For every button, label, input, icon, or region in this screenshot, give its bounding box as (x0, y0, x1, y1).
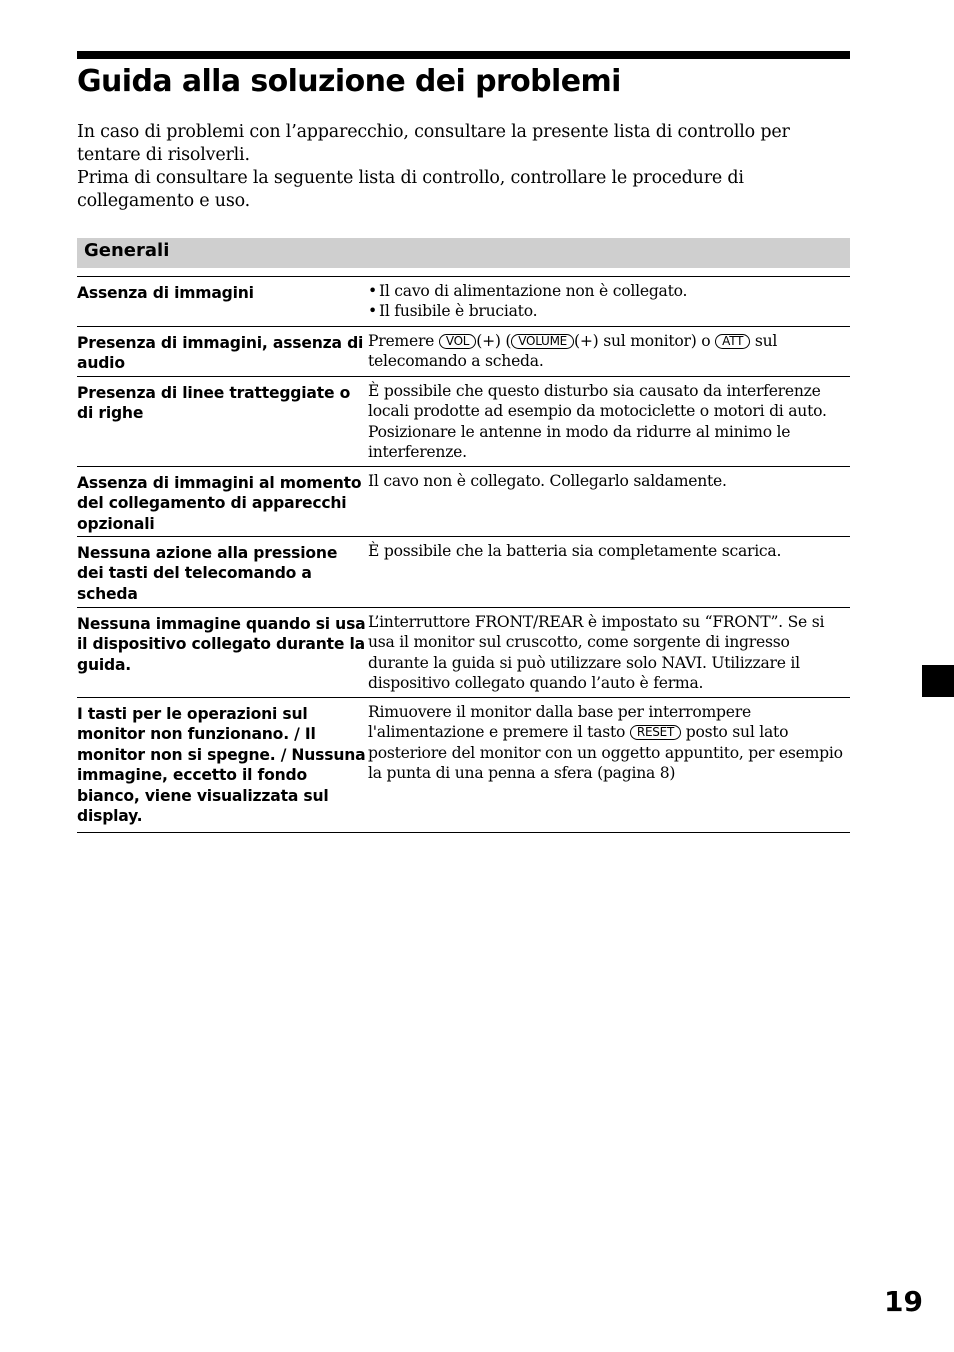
solution-cell: Il cavo non è collegato. Collegarlo saldamente. (368, 472, 727, 490)
header-rule (77, 51, 850, 59)
problem-cell: I tasti per le operazioni sul monitor non funzionano. / Il monitor non si spegne. / Nussuna immagine, eccetto il fondo bianco, viene visualizzata sul display. (77, 705, 366, 826)
solution-text: Rimuovere il monitor dalla base per interrompere l'alimentazione e premere il tasto (368, 703, 751, 742)
intro-paragraph: Prima di consultare la seguente lista di controllo, controllare le procedure di collegamento e uso. (77, 168, 744, 211)
solution-cell: L’interruttore FRONT/REAR è impostato su “FRONT”. Se si usa il monitor sul cruscotto, come sorgente di ingresso durante la guida si può utilizzare solo NAVI. Utilizzare il dispositivo collegato quando l’auto è ferma. (368, 613, 825, 693)
solution-cell (368, 327, 850, 376)
intro-text (77, 121, 850, 213)
page-number: 19 (884, 1285, 923, 1318)
solution-text: posto sul lato posteriore del monitor con un oggetto appuntito, per esempio la punta di una penna a sfera (pagina 8) (368, 723, 843, 783)
table-row (77, 698, 850, 833)
vol-key-label: VOL (439, 334, 476, 349)
table-row (77, 377, 850, 467)
problem-cell: Nessuna azione alla pressione dei tasti del telecomando a scheda (77, 544, 338, 603)
solution-bullet: • Il cavo di alimentazione non è collegato. (368, 281, 850, 301)
page-title: Guida alla soluzione dei problemi (77, 64, 621, 99)
reset-key-label: RESET (630, 725, 681, 740)
table-row (77, 537, 850, 608)
problem-cell: Assenza di immagini (77, 284, 254, 302)
solution-text: (+) ( (476, 332, 512, 350)
solution-cell: È possibile che questo disturbo sia causato da interferenze locali prodotte ad esempio da motociclette o motori di auto. Posizionare le antenne in modo da ridurre al minimo le interferenze. (368, 382, 827, 462)
problem-cell: Nessuna immagine quando si usa il dispositivo collegato durante la guida. (77, 615, 366, 674)
problem-cell: Presenza di immagini, assenza di audio (77, 334, 364, 373)
solution-text: (+) sul monitor) o (574, 332, 711, 350)
table-row (77, 277, 850, 327)
solution-text: Premere (368, 332, 435, 350)
table-row (77, 467, 850, 537)
solution-cell: È possibile che la batteria sia completamente scarica. (368, 542, 782, 560)
volume-key-label: VOLUME (511, 334, 574, 349)
solution-text: sul telecomando a scheda. (368, 332, 778, 371)
section-header (77, 238, 850, 268)
att-key-label: ATT (715, 334, 750, 349)
section-title: Generali (84, 240, 170, 261)
problem-cell: Assenza di immagini al momento del collegamento di apparecchi opzionali (77, 474, 362, 533)
problem-cell: Presenza di linee tratteggiate o di righe (77, 384, 351, 423)
troubleshooting-table (77, 276, 850, 833)
table-row (77, 608, 850, 698)
solution-bullet: • Il fusibile è bruciato. (368, 301, 850, 321)
intro-paragraph: In caso di problemi con l’apparecchio, consultare la presente lista di controllo per tentare di risolverli. (77, 122, 790, 165)
solution-cell (368, 277, 850, 326)
solution-cell (368, 698, 850, 832)
table-row (77, 327, 850, 377)
section-thumb-tab (922, 665, 954, 697)
